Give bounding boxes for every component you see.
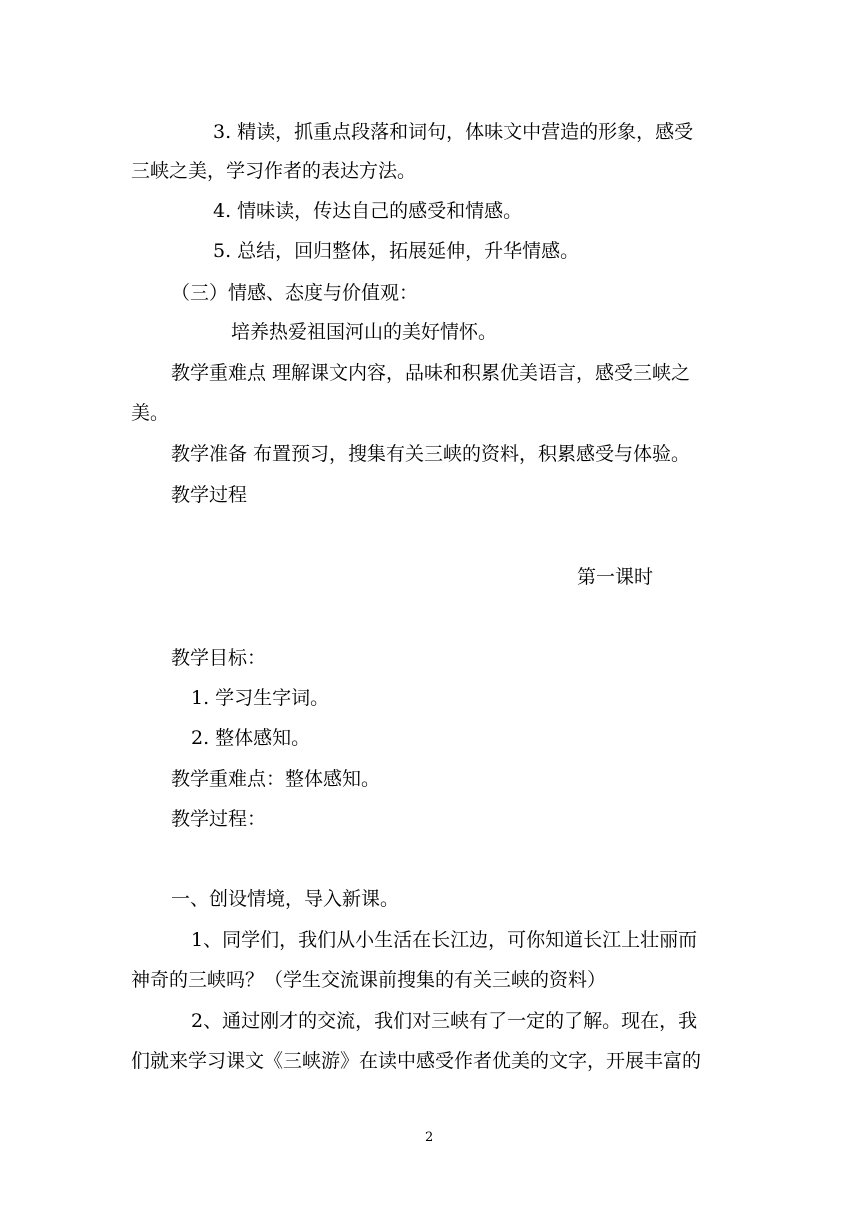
step-2-line-1: 2、通过刚才的交流，我们对三峡有了一定的了解。现在，我 bbox=[191, 1010, 698, 1032]
page-number: 2 bbox=[425, 1130, 434, 1145]
key-points-line-2: 美。 bbox=[131, 402, 170, 424]
preparation: 教学准备 布置预习，搜集有关三峡的资料，积累感受与体验。 bbox=[171, 443, 691, 465]
values-content: 培养热爱祖国河山的美好情怀。 bbox=[231, 321, 498, 343]
step-2-line-2: 们就来学习课文《三峡游》在读中感受作者优美的文字，开展丰富的 bbox=[131, 1050, 702, 1072]
step-one-heading: 一、创设情境，导入新课。 bbox=[171, 888, 400, 910]
objective-4: 4. 情味读，传达自己的感受和情感。 bbox=[213, 200, 523, 222]
lesson-title: 第一课时 bbox=[577, 566, 654, 588]
section-heading-values: （三）情感、态度与价值观： bbox=[171, 282, 419, 304]
step-1-line-1: 1、同学们，我们从小生活在长江边，可你知道长江上壮丽而 bbox=[191, 929, 698, 951]
key-points-line-1: 教学重难点 理解课文内容，品味和积累优美语言，感受三峡之 bbox=[171, 362, 691, 384]
lesson-objective-1: 1. 学习生字词。 bbox=[191, 687, 330, 709]
objective-5: 5. 总结，回归整体，拓展延伸，升华情感。 bbox=[213, 240, 580, 262]
lesson-objectives-heading: 教学目标： bbox=[171, 647, 267, 669]
objective-3-line-1: 3. 精读，抓重点段落和词句，体味文中营造的形象，感受 bbox=[213, 121, 694, 143]
teaching-process-heading: 教学过程 bbox=[171, 484, 248, 506]
lesson-objective-2: 2. 整体感知。 bbox=[191, 727, 311, 749]
objective-3-line-2: 三峡之美，学习作者的表达方法。 bbox=[131, 160, 417, 182]
lesson-process-heading: 教学过程： bbox=[171, 808, 267, 830]
lesson-key-point: 教学重难点：整体感知。 bbox=[171, 768, 381, 790]
step-1-line-2: 神奇的三峡吗？（学生交流课前搜集的有关三峡的资料） bbox=[131, 969, 607, 991]
